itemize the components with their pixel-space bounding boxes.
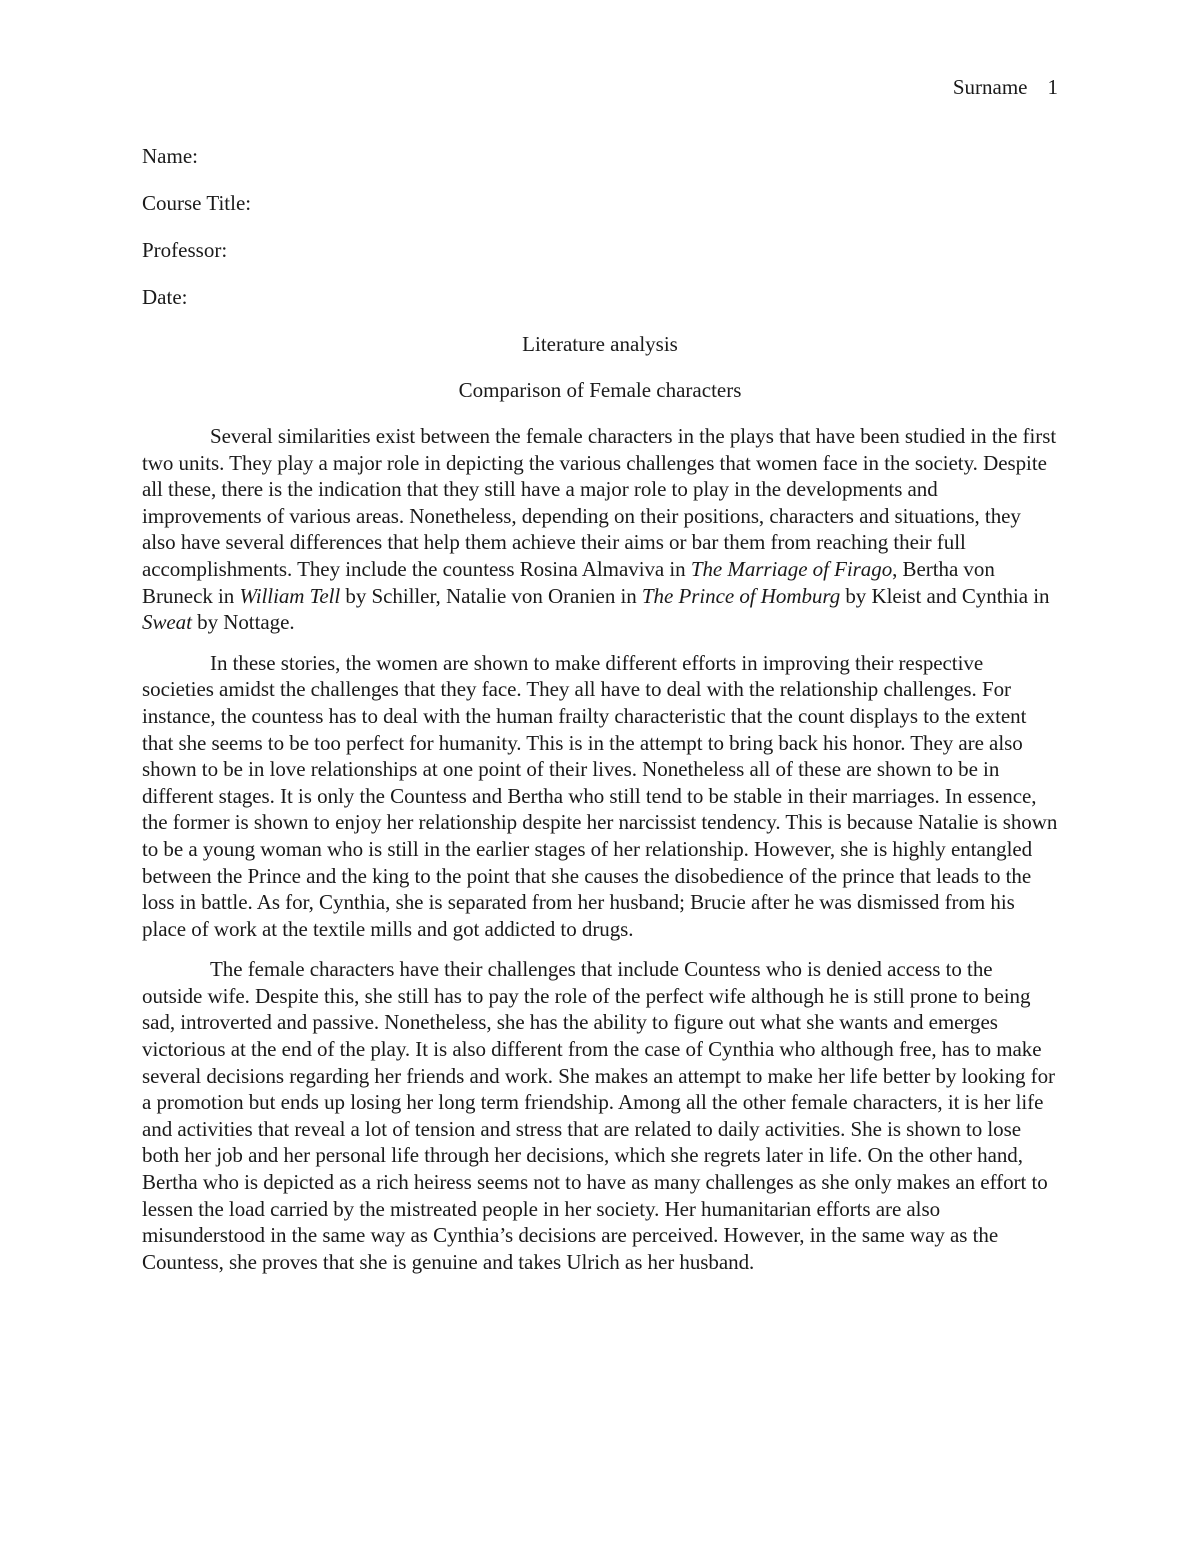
paragraph-1-text-a: Several similarities exist between the female characters in the plays that have been studied in the first two units. They play a major role in depicting the various challenges that women face in the society. Despite all these, there is the indication that they still have a major role to play in the developments and improvements of various areas. Nonetheless, depending on their positions, characters and situations, they also have several differences that help them achieve their aims or bar them from reaching their full accomplishments. They include the countess Rosina Almaviva in — [142, 424, 1057, 581]
name-field: Name: — [142, 144, 198, 168]
paragraph-2: In these stories, the women are shown to make different efforts in improving their respective societies amidst the challenges that they face. They all have to deal with the relationship challenges. For instance, the countess has to deal with the human frailty characteristic that the count displays to the extent that she seems to be too perfect for humanity. This is in the attempt to bring back his honor. They are also shown to be in love relationships at one point of their lives. Nonetheless all of these are shown to be in different stages. It is only the Countess and Bertha who still tend to be stable in their marriages. In essence, the former is shown to enjoy her relationship despite her narcissist tendency. This is because Natalie is shown to be a young woman who is still in the earlier stages of her relationship. However, she is highly entangled between the Prince and the king to the point that she causes the disobedience of the prince that leads to the loss in battle. As for, Cynthia, she is separated from her husband; Brucie after he was dismissed from his place of work at the textile mills and got addicted to drugs. — [142, 650, 1058, 941]
play-title-sweat: Sweat — [142, 610, 192, 635]
document-subtitle: Comparison of Female characters — [458, 378, 742, 402]
paragraph-1 — [142, 423, 1058, 636]
paragraph-1-text-e: by Nottage. — [191, 610, 295, 635]
page-number: 1 — [1047, 75, 1058, 99]
paragraph-1-text-b: , Bertha von Bruneck in — [142, 556, 995, 608]
date-field: Date: — [142, 285, 188, 309]
running-head — [953, 74, 1058, 100]
course-title-field: Course Title: — [142, 191, 252, 215]
play-title-marriage: The Marriage of Firago — [690, 556, 893, 581]
play-title-william-tell: William Tell — [239, 583, 341, 608]
paragraph-1-text-d: by Kleist and Cynthia in — [840, 583, 1050, 608]
professor-field: Professor: — [142, 238, 228, 262]
document-title: Literature analysis — [522, 332, 678, 356]
paragraph-1-text-c: by Schiller, Natalie von Oranien in — [340, 583, 642, 608]
paragraph-3: The female characters have their challenges that include Countess who is denied access to the outside wife. Despite this, she still has to pay the role of the perfect wife although he is still prone to being sad, introverted and passive. Nonetheless, she has the ability to figure out what she wants and emerges victorious at the end of the play. It is also different from the case of Cynthia who although free, has to make several decisions regarding her friends and work. She makes an attempt to make her life better by looking for a promotion but ends up losing her long term friendship. Among all the other female characters, it is her life and activities that reveal a lot of tension and stress that are related to daily activities. She is shown to lose both her job and her personal life through her decisions, which she regrets later in life. On the other hand, Bertha who is depicted as a rich heiress seems not to have as many challenges as she only makes an effort to lessen the load carried by the mistreated people in her society. Her humanitarian efforts are also misunderstood in the same way as Cynthia’s decisions are perceived. However, in the same way as the Countess, she proves that she is genuine and takes Ulrich as her husband. — [142, 957, 1056, 1274]
document-body — [142, 143, 1058, 1289]
running-head-surname: Surname — [952, 75, 1028, 99]
play-title-prince-of-homburg: The Prince of Homburg — [641, 583, 841, 608]
